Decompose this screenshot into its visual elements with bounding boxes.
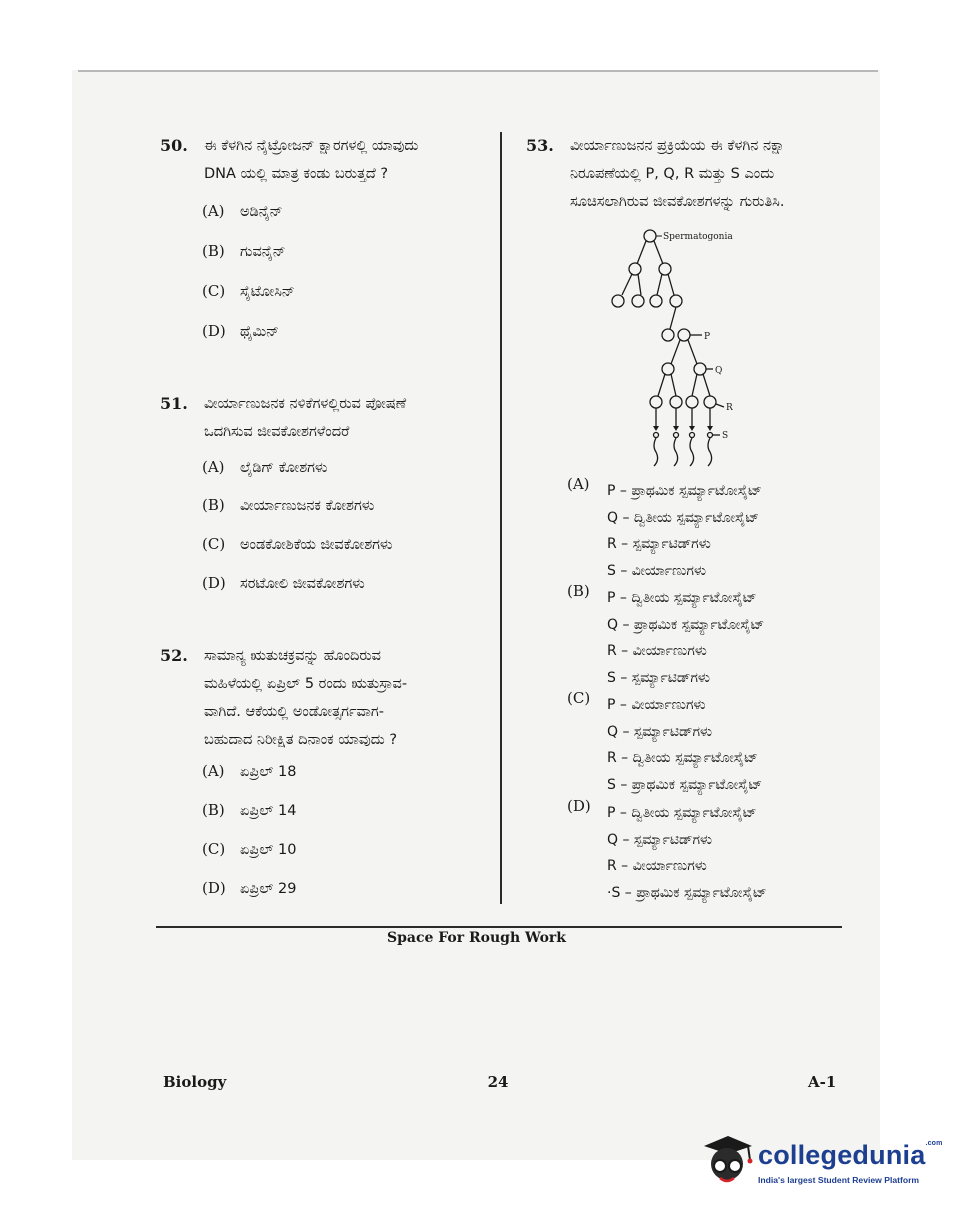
option-text: ಥೈಮಿನ್ <box>240 324 280 340</box>
option-line: P – ದ್ವಿತೀಯ ಸ್ಪರ್ಮ್ಯಾಟೋಸೈಟ್ <box>607 590 757 606</box>
spermatogonium-cell <box>670 295 682 307</box>
option-label: (C) <box>202 840 226 858</box>
question-53 <box>526 136 856 226</box>
option-text: ಅಂಡಕೋಶಿಕೆಯ ಜೀವಕೋಶಗಳು <box>240 537 393 553</box>
option-c[interactable] <box>202 840 296 858</box>
question-number: 53. <box>526 136 554 155</box>
primary-cell-p <box>678 329 690 341</box>
option-label: (C) <box>567 689 591 707</box>
option-label: (B) <box>202 242 225 260</box>
spermatogonium-cell <box>629 263 641 275</box>
option-b[interactable] <box>202 801 296 819</box>
option-line: R – ಸ್ಪರ್ಮ್ಯಾಟಿಡ್‌ಗಳು <box>607 536 711 552</box>
label-s: S <box>722 431 729 441</box>
option-text: ಲೈಡಿಗ್ ಕೋಶಗಳು <box>240 460 328 476</box>
option-d-text[interactable] <box>607 800 767 906</box>
option-line: S – ವೀರ್ಯಾಣುಗಳು <box>607 562 707 579</box>
option-d[interactable] <box>567 797 605 815</box>
option-c[interactable] <box>202 535 393 553</box>
question-51 <box>160 394 490 594</box>
sperm-tail <box>654 438 658 466</box>
question-number: 50. <box>160 136 188 155</box>
sperm-head <box>654 433 659 438</box>
question-line: DNA ಯಲ್ಲಿ ಮಾತ್ರ ಕಂಡು ಬರುತ್ತದೆ ? <box>204 166 389 182</box>
question-line: ಬಹುದಾದ ನಿರೀಕ್ಷಿತ ದಿನಾಂಕ ಯಾವುದು ? <box>204 732 398 748</box>
option-label: (B) <box>202 801 225 819</box>
sperm-head <box>690 433 695 438</box>
question-50 <box>160 136 490 356</box>
footer-page-number: 24 <box>487 1073 509 1091</box>
option-label: (D) <box>567 797 591 815</box>
top-rule <box>78 70 878 72</box>
option-text: ಏಪ್ರಿಲ್ 14 <box>240 803 297 819</box>
option-label: (C) <box>202 535 226 553</box>
question-52 <box>160 646 490 896</box>
question-line: ಒದಗಿಸುವ ಜೀವಕೋಶಗಳೆಂದರೆ <box>204 424 350 440</box>
question-text <box>204 390 494 446</box>
option-line: Q – ಸ್ಪರ್ಮ್ಯಾಟಿಡ್‌ಗಳು <box>607 723 713 740</box>
option-text: ಸೈಟೋಸಿನ್ <box>240 284 295 300</box>
question-line: ಈ ಕೆಳಗಿನ ನೈಟ್ರೋಜನ್ ಕ್ಷಾರಗಳಲ್ಲಿ ಯಾವುದು <box>204 138 419 154</box>
spermatid-cell-r <box>704 396 716 408</box>
spermatogonium-cell <box>644 230 656 242</box>
footer-code: A-1 <box>808 1073 837 1091</box>
option-line: R – ವೀರ್ಯಾಣುಗಳು <box>607 858 707 874</box>
question-number: 51. <box>160 394 188 413</box>
option-label: (A) <box>202 458 225 476</box>
option-line: S – ಪ್ರಾಥಮಿಕ ಸ್ಪರ್ಮ್ಯಾಟೋಸೈಟ್ <box>607 776 763 793</box>
option-d[interactable] <box>202 574 365 592</box>
option-text: ಏಪ್ರಿಲ್ 10 <box>240 842 297 858</box>
option-label: (D) <box>202 879 226 897</box>
option-label: (B) <box>567 582 590 600</box>
logo-tagline: India's largest Student Review Platform <box>758 1175 920 1185</box>
option-line: P – ವೀರ್ಯಾಣುಗಳು <box>607 697 706 713</box>
sperm-head-s <box>708 433 713 438</box>
question-line: ವೀರ್ಯಾಣುಜನಕ ನಳಿಕೆಗಳಲ್ಲಿರುವ ಪೋಷಣೆ <box>204 396 407 412</box>
option-label: (A) <box>202 762 225 780</box>
column-divider <box>500 132 502 904</box>
question-line: ವಾಗಿದೆ. ಆಕೆಯಲ್ಲಿ ಅಂಡೋತ್ಸರ್ಗವಾಗ- <box>204 704 384 720</box>
option-b-text[interactable] <box>607 585 764 691</box>
logo-wordmark: collegedunia$^{.com}$ <box>758 1140 943 1170</box>
option-c[interactable] <box>567 689 605 707</box>
spermatogonium-cell <box>650 295 662 307</box>
collegedunia-logo[interactable] <box>698 1128 943 1198</box>
sperm-tail <box>708 438 712 466</box>
option-line: P – ಪ್ರಾಥಮಿಕ ಸ್ಪರ್ಮ್ಯಾಟೋಸೈಟ್ <box>607 483 762 499</box>
mascot-icon <box>698 1128 756 1192</box>
option-line: S – ಸ್ಪರ್ಮ್ಯಾಟಿಡ್‌ಗಳು <box>607 669 710 686</box>
option-line: R – ವೀರ್ಯಾಣುಗಳು <box>607 643 707 659</box>
option-label: (B) <box>202 496 225 514</box>
option-label: (A) <box>202 202 225 220</box>
option-b[interactable] <box>202 496 374 514</box>
option-c-text[interactable] <box>607 692 762 798</box>
option-d[interactable] <box>202 879 296 897</box>
secondary-cell <box>662 363 674 375</box>
spermatid-cell <box>670 396 682 408</box>
spermatid-cell <box>686 396 698 408</box>
option-d[interactable] <box>202 322 279 340</box>
option-text: ಅಡಿನೈನ್ <box>240 204 283 220</box>
option-c[interactable] <box>202 282 295 300</box>
option-a[interactable] <box>567 475 605 493</box>
option-a[interactable] <box>202 202 283 220</box>
question-line: ವೀರ್ಯಾಣುಜನನ ಪ್ರಕ್ರಿಯೆಯ ಈ ಕೆಳಗಿನ ನಕ್ಷಾ <box>570 138 785 154</box>
option-b[interactable] <box>567 582 605 600</box>
option-label: (D) <box>202 574 226 592</box>
option-text: ಏಪ್ರಿಲ್ 18 <box>240 764 297 780</box>
question-line: ಸಾಮಾನ್ಯ ಋತುಚಕ್ರವನ್ನು ಹೊಂದಿರುವ <box>204 648 381 664</box>
spermatogonia-label: Spermatogonia <box>663 232 733 242</box>
option-a[interactable] <box>202 762 296 780</box>
question-line: ಮಹಿಳೆಯಲ್ಲಿ ಏಪ್ರಿಲ್ 5 ರಂದು ಋತುಸ್ರಾವ- <box>204 676 408 692</box>
option-line: Q – ಪ್ರಾಥಮಿಕ ಸ್ಪರ್ಮ್ಯಾಟೋಸೈಟ್ <box>607 616 765 633</box>
option-line: Q – ಸ್ಪರ್ಮ್ಯಾಟಿಡ್‌ಗಳು <box>607 831 713 848</box>
sperm-tail <box>674 438 678 466</box>
option-a[interactable] <box>202 458 328 476</box>
question-text <box>204 642 494 754</box>
option-label: (A) <box>567 475 590 493</box>
option-label: (D) <box>202 322 226 340</box>
option-line: P – ದ್ವಿತೀಯ ಸ್ಪರ್ಮ್ಯಾಟೋಸೈಟ್ <box>607 805 757 821</box>
option-label: (C) <box>202 282 226 300</box>
option-a-text[interactable] <box>607 478 762 584</box>
label-q: Q <box>715 366 723 376</box>
spermatogonium-cell <box>632 295 644 307</box>
option-text: ಸರಟೋಲಿ ಜೀವಕೋಶಗಳು <box>240 576 365 592</box>
spermatogenesis-diagram <box>600 224 760 474</box>
spermatogonium-cell <box>659 263 671 275</box>
option-text: ಏಪ್ರಿಲ್ 29 <box>240 881 297 897</box>
question-text <box>570 132 858 216</box>
spermatogonium-cell <box>662 329 674 341</box>
option-text: ಗುವನೈನ್ <box>240 244 286 260</box>
sperm-head <box>674 433 679 438</box>
option-text: ವೀರ್ಯಾಣುಜನಕ ಕೋಶಗಳು <box>240 498 375 514</box>
question-text <box>204 132 494 188</box>
spermatid-cell <box>650 396 662 408</box>
question-line: ನಿರೂಪಣೆಯಲ್ಲಿ P, Q, R ಮತ್ತು S ಎಂದು <box>570 166 775 182</box>
label-p: P <box>704 332 711 342</box>
rough-work-heading: Space For Rough Work <box>386 930 567 946</box>
secondary-cell-q <box>694 363 706 375</box>
label-r: R <box>726 403 733 413</box>
question-number: 52. <box>160 646 188 665</box>
rough-work-rule <box>156 926 842 928</box>
sperm-tail <box>690 438 694 466</box>
option-b[interactable] <box>202 242 286 260</box>
option-line: Q – ದ್ವಿತೀಯ ಸ್ಪರ್ಮ್ಯಾಟೋಸೈಟ್ <box>607 509 760 526</box>
option-line: R – ದ್ವಿತೀಯ ಸ್ಪರ್ಮ್ಯಾಟೋಸೈಟ್ <box>607 750 758 766</box>
option-line: ·S – ಪ್ರಾಥಮಿಕ ಸ್ಪರ್ಮ್ಯಾಟೋಸೈಟ್ <box>607 884 767 901</box>
question-line: ಸೂಚಿಸಲಾಗಿರುವ ಜೀವಕೋಶಗಳನ್ನು ಗುರುತಿಸಿ. <box>570 194 785 210</box>
footer-subject: Biology <box>163 1073 227 1091</box>
spermatogonium-cell <box>612 295 624 307</box>
